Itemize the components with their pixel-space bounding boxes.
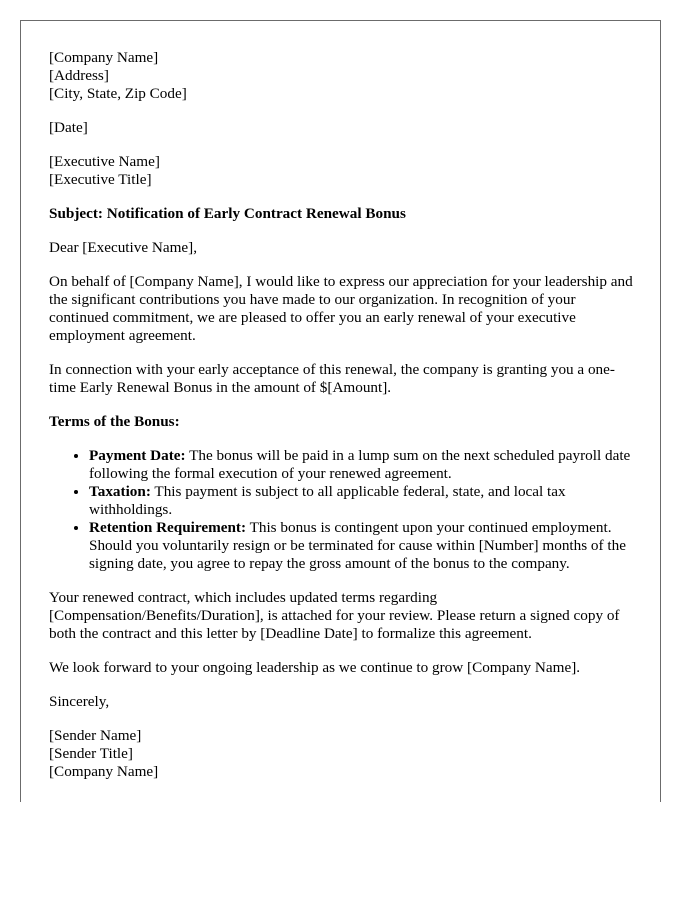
terms-heading-text: Terms of the Bonus: (49, 413, 180, 430)
sender-company-name: [Company Name] (49, 49, 159, 66)
terms-item-text: This payment is subject to all applicable federal, state, and local tax withholdings. (89, 483, 566, 518)
terms-item-payment-date (89, 447, 634, 483)
terms-item-retention-requirement (89, 519, 634, 573)
terms-item-text: This bonus is contingent upon your continued employment. Should you voluntarily resign or be terminated for cause within [Number] months of the signing date, you agree to repay the gross amount of the bonus to the company. (89, 519, 626, 572)
signature-title: [Sender Title] (49, 745, 133, 762)
terms-item-taxation (89, 483, 634, 519)
terms-item-label: Payment Date: (89, 447, 186, 464)
sender-address-block (49, 49, 634, 103)
valediction: Sincerely, (49, 693, 110, 710)
letter-page (20, 20, 661, 802)
sender-city-state-zip: [City, State, Zip Code] (49, 85, 187, 102)
terms-item-label: Taxation: (89, 483, 151, 500)
letter-date: [Date] (49, 119, 88, 136)
recipient-name: [Executive Name] (49, 153, 160, 170)
terms-heading (49, 413, 634, 431)
salutation: Dear [Executive Name], (49, 239, 197, 256)
intro-paragraph: On behalf of [Company Name], I would like to express our appreciation for your leadership and the significant contributions you have made to our organization. In recognition of your continued commitment, we are pleased to offer you an early renewal of your executive employment agreement. (49, 273, 633, 344)
terms-item-text: The bonus will be paid in a lump sum on the next scheduled payroll date following the formal execution of your renewed agreement. (89, 447, 631, 482)
sender-address: [Address] (49, 67, 109, 84)
letter-body (49, 49, 634, 781)
outlook-paragraph: We look forward to your ongoing leadership as we continue to grow [Company Name]. (49, 659, 581, 676)
signature-name: [Sender Name] (49, 727, 142, 744)
terms-item-label: Retention Requirement: (89, 519, 247, 536)
contract-paragraph: Your renewed contract, which includes updated terms regarding [Compensation/Benefits/Duration], is attached for your review. Please return a signed copy of both the contract and this letter by [Deadline Date] to formalize this agreement. (49, 589, 620, 642)
subject-text: Subject: Notification of Early Contract Renewal Bonus (49, 205, 406, 222)
recipient-title: [Executive Title] (49, 171, 152, 188)
recipient-block (49, 153, 634, 189)
subject-line (49, 205, 634, 223)
bonus-paragraph: In connection with your early acceptance of this renewal, the company is granting you a one-time Early Renewal Bonus in the amount of $[Amount]. (49, 361, 615, 396)
signature-company: [Company Name] (49, 763, 159, 780)
terms-list (49, 447, 634, 573)
signature-block (49, 727, 634, 781)
